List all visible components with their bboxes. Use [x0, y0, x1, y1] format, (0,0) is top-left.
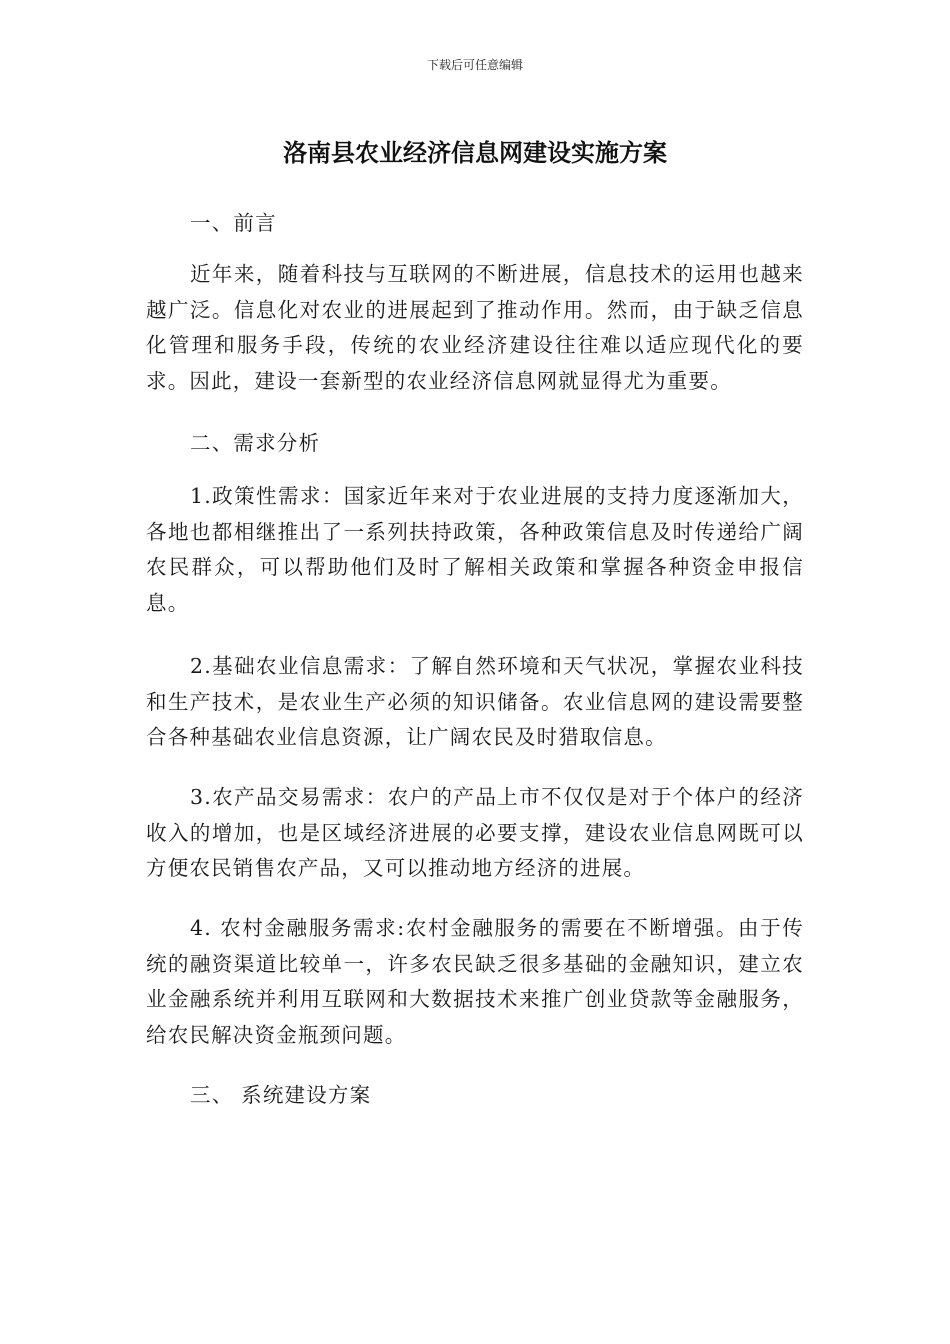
paragraph-trade-needs: 3.农产品交易需求：农户的产品上市不仅仅是对于个体户的经济收入的增加，也是区域经济进展的必要支撑，建设农业信息网既可以方便农民销售农产品，又可以推动地方经济的进展。 [146, 785, 804, 880]
section-heading-requirements: 二、需求分析 [190, 431, 321, 455]
header-note: 下载后可任意编辑 [426, 58, 523, 72]
paragraph-basic-info-needs: 2.基础农业信息需求：了解自然环境和天气状况，掌握农业科技和生产技术，是农业生产必须的知识储备。农业信息网的建设需要整合各种基础农业信息资源，让广阔农民及时猎取信息。 [146, 654, 804, 749]
paragraph-finance-needs: 4. 农村金融服务需求:农村金融服务的需要在不断增强。由于传统的融资渠道比较单一，许多农民缺乏很多基础的金融知识，建立农业金融系统并利用互联网和大数据技术来推广创业贷款等金融服务，给农民解决资金瓶颈问题。 [146, 916, 804, 1047]
section-heading-system-plan: 三、 系统建设方案 [190, 1083, 372, 1107]
section-heading-preface: 一、前言 [190, 211, 277, 235]
paragraph-preface: 近年来，随着科技与互联网的不断进展，信息技术的运用也越来越广泛。信息化对农业的进展起到了推动作用。然而，由于缺乏信息化管理和服务手段，传统的农业经济建设往往难以适应现代化的要求。因此，建设一套新型的农业经济信息网就显得尤为重要。 [146, 262, 804, 393]
paragraph-policy-needs: 1.政策性需求：国家近年来对于农业进展的支持力度逐渐加大，各地也都相继推出了一系列扶持政策，各种政策信息及时传递给广阔农民群众，可以帮助他们及时了解相关政策和掌握各种资金申报信息。 [146, 484, 804, 615]
document-title: 洛南县农业经济信息网建设实施方案 [283, 139, 667, 167]
